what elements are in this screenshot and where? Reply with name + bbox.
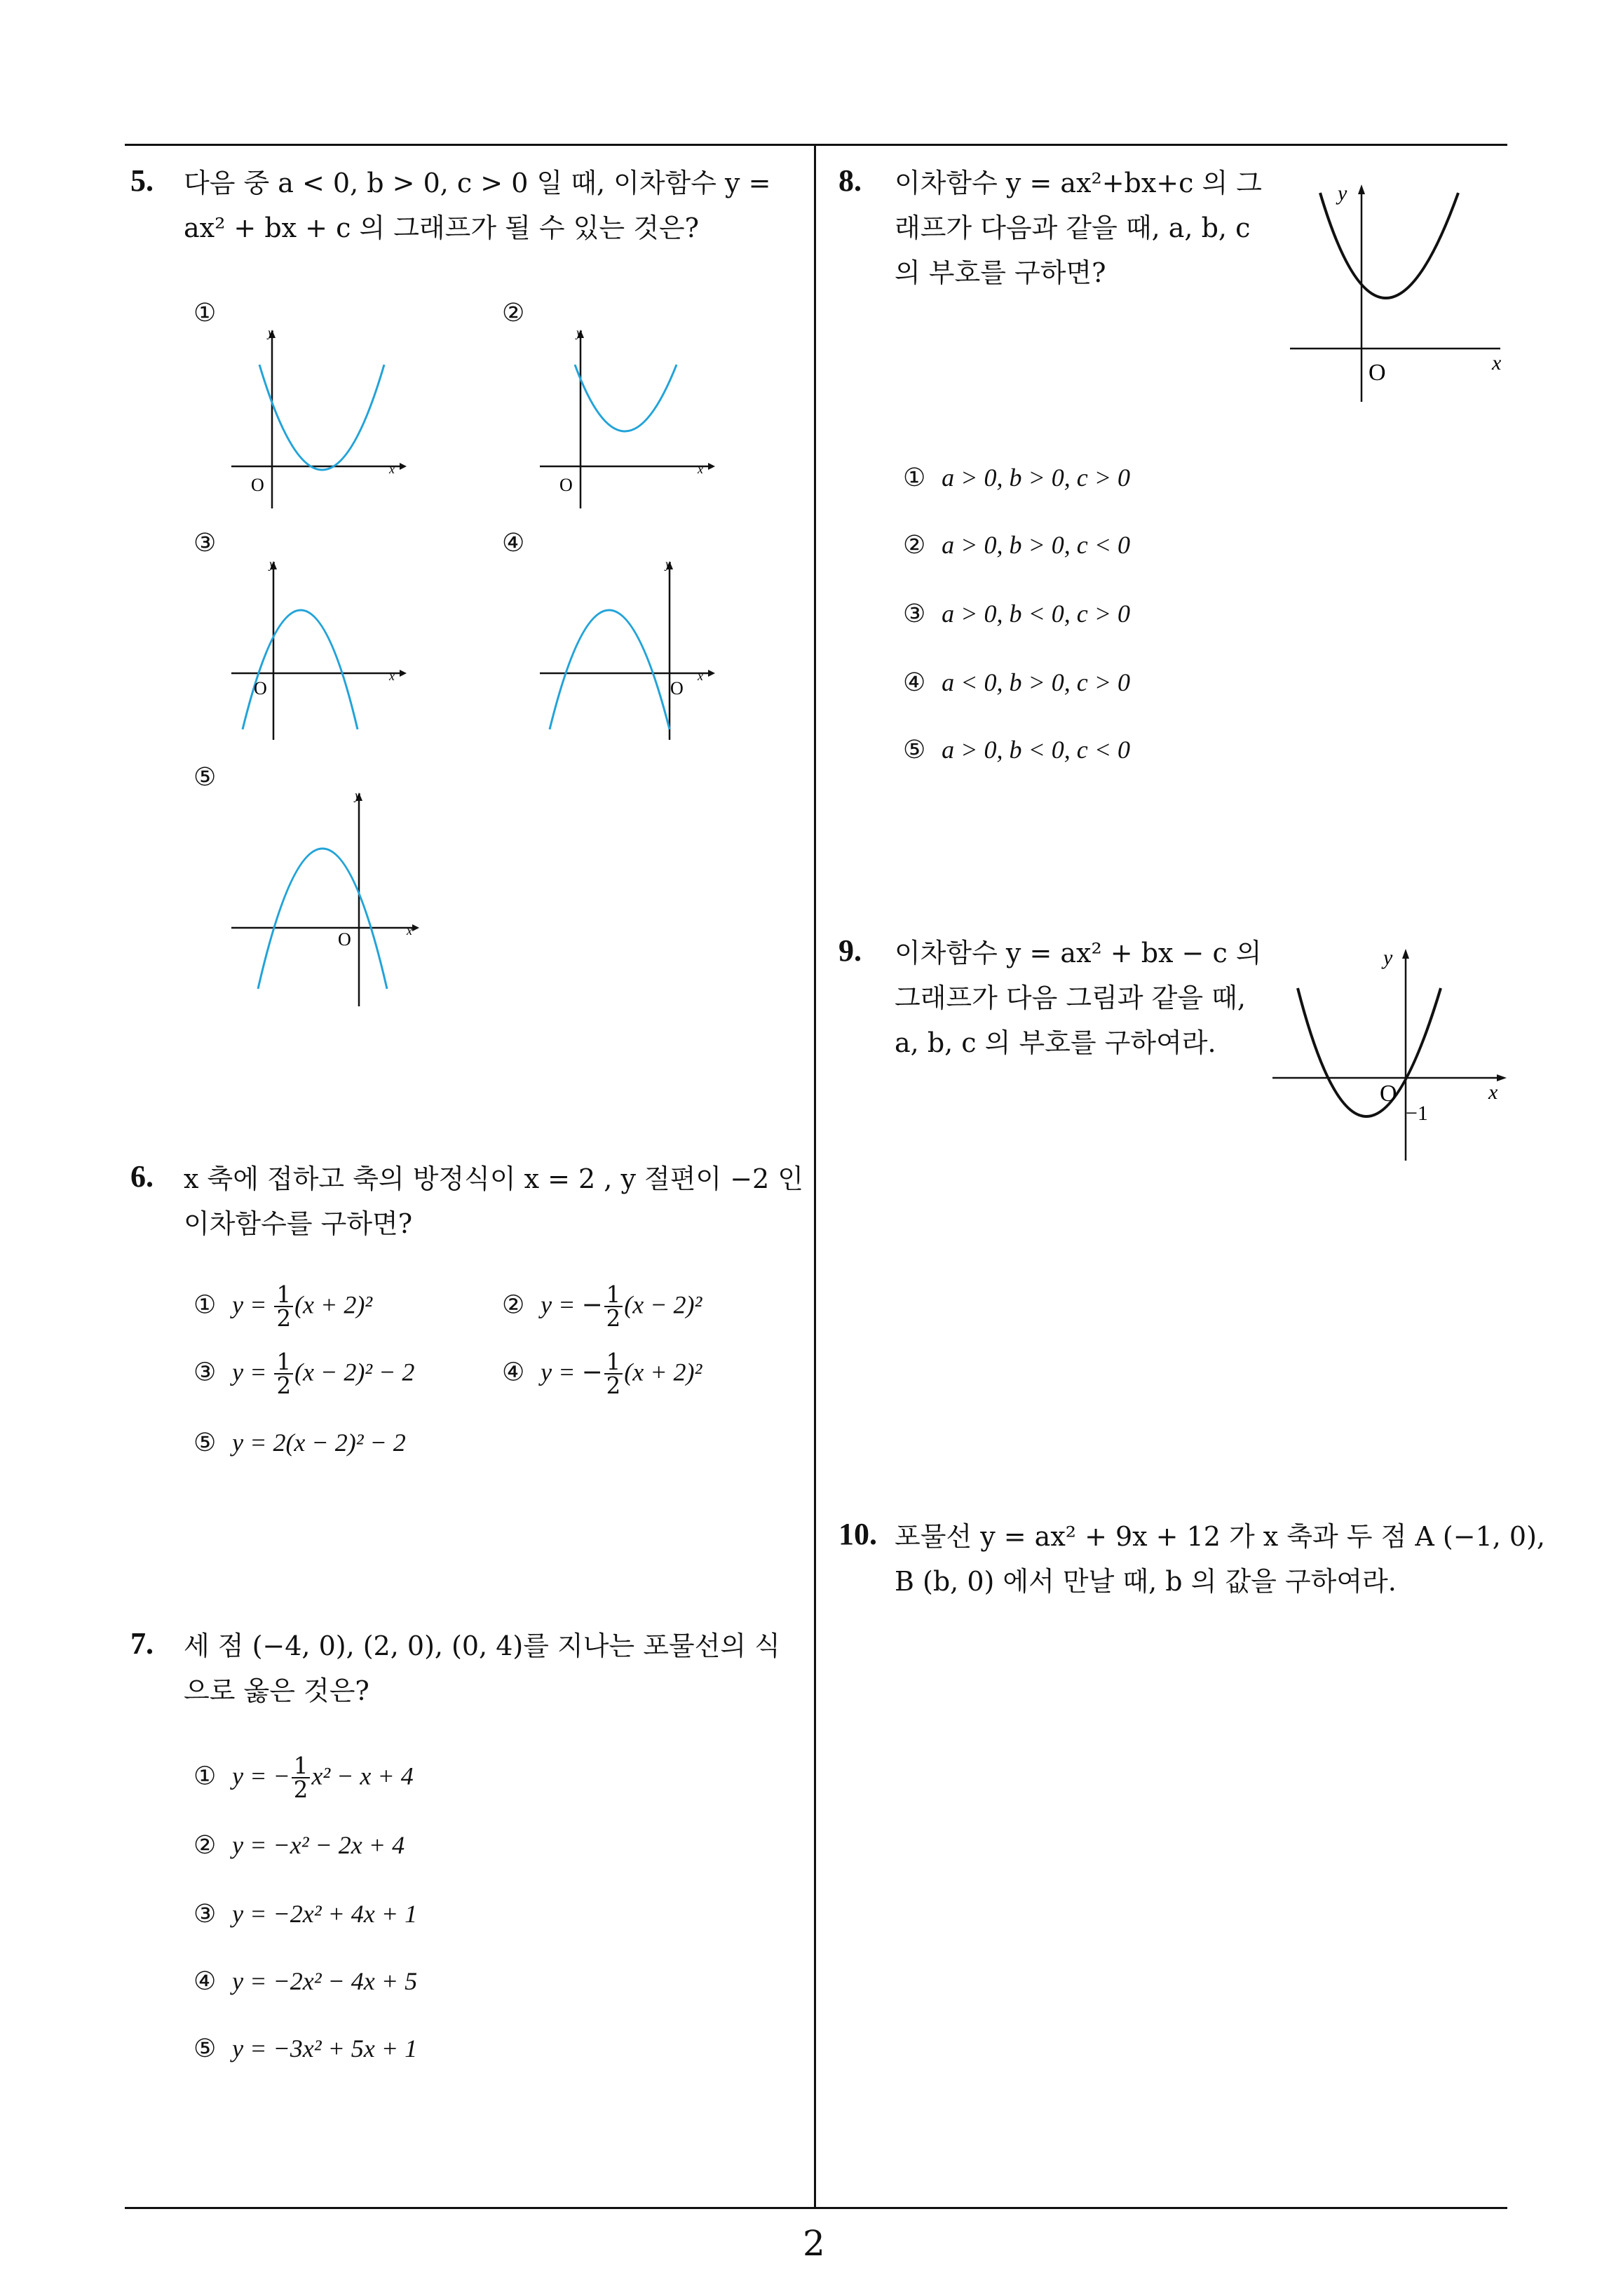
q7-choice-3[interactable] <box>193 1899 417 1929</box>
q6-choice-3[interactable] <box>193 1351 414 1398</box>
fraction: $\frac{1}{2}$ <box>604 1351 623 1398</box>
parabola <box>1320 193 1458 298</box>
q5-graph-1 <box>231 323 407 512</box>
choice-rest: (x − 2)² <box>624 1290 702 1319</box>
q8-choice-5[interactable] <box>903 735 1130 764</box>
origin-label: O <box>559 475 573 495</box>
x-axis-arrow <box>412 924 419 931</box>
x-axis-arrow <box>708 670 715 677</box>
x-axis-arrow <box>400 463 407 470</box>
q10-number: 10. <box>838 1517 877 1551</box>
choice-text: a > 0, b > 0, c < 0 <box>942 531 1131 559</box>
q8-choice-1[interactable] <box>903 463 1130 492</box>
q9-graph <box>1272 943 1511 1168</box>
choice-text: y = −2x² − 4x + 5 <box>232 1967 418 1995</box>
parabola <box>259 365 384 470</box>
q6-choice-5[interactable] <box>193 1428 406 1457</box>
q8-text-line3: 의 부호를 구하면? <box>895 257 1106 288</box>
bottom-rule <box>125 2207 1507 2209</box>
choice-label: ② <box>903 531 926 560</box>
choice-rest: x² − x + 4 <box>311 1762 414 1790</box>
y-label: y <box>1383 946 1393 969</box>
column-divider <box>814 144 816 2209</box>
choice-text: y = −2x² + 4x + 1 <box>232 1900 418 1928</box>
x-axis-arrow <box>1497 1074 1507 1081</box>
q7-number: 7. <box>130 1626 154 1661</box>
q5-text-line2: ax² + bx + c 의 그래프가 될 수 있는 것은? <box>184 212 699 243</box>
q5-option-3-label[interactable]: ③ <box>193 529 217 558</box>
q7-choice-4[interactable] <box>193 1966 417 1996</box>
tick-label: −1 <box>1406 1102 1428 1125</box>
q8-text-line2: 래프가 다음과 같을 때, a, b, c <box>895 212 1251 243</box>
fraction: $\frac{1}{2}$ <box>292 1755 311 1802</box>
y-label: y <box>355 788 360 802</box>
parabola <box>1298 988 1441 1116</box>
q6-choice-2[interactable] <box>502 1283 702 1330</box>
q8-choice-4[interactable] <box>903 668 1130 697</box>
choice-label: ② <box>502 1290 525 1320</box>
choice-prefix: y = <box>232 1358 273 1386</box>
choice-prefix: y = <box>541 1290 582 1319</box>
y-axis-arrow <box>1402 949 1409 959</box>
q5-option-4-label[interactable]: ④ <box>502 529 525 558</box>
q5-graph-2 <box>540 323 715 512</box>
y-label: y <box>665 557 671 571</box>
q5-graph-5 <box>231 785 428 996</box>
choice-sign: − <box>581 1358 603 1387</box>
q6-text-line2: 이차함수를 구하면? <box>184 1208 413 1239</box>
choice-label: ③ <box>903 600 926 628</box>
fraction: $\frac{1}{2}$ <box>604 1283 623 1330</box>
q7-choice-5[interactable] <box>193 2034 417 2063</box>
choice-prefix: y = <box>541 1358 582 1386</box>
origin-label: O <box>251 475 264 495</box>
q9-text-line2: 그래프가 다음 그림과 같을 때, <box>895 982 1246 1013</box>
choice-text: a > 0, b < 0, c > 0 <box>942 600 1131 628</box>
choice-label: ③ <box>193 1900 217 1929</box>
choice-prefix: y = <box>232 1290 273 1319</box>
fraction: $\frac{1}{2}$ <box>274 1283 293 1330</box>
choice-label: ④ <box>502 1358 525 1387</box>
x-label: x <box>407 924 412 938</box>
x-axis-arrow <box>400 670 407 677</box>
q7-text-line1: 세 점 (−4, 0), (2, 0), (0, 4)를 지나는 포물선의 식 <box>184 1630 780 1661</box>
choice-label: ① <box>193 1290 217 1320</box>
choice-label: ④ <box>193 1967 217 1996</box>
q5-graph-3 <box>231 554 407 743</box>
x-label: x <box>389 669 395 683</box>
q10-text-line2: B (b, 0) 에서 만날 때, b 의 값을 구하여라. <box>895 1566 1397 1597</box>
q6-choice-1[interactable] <box>193 1283 372 1330</box>
q8-choice-2[interactable] <box>903 530 1130 560</box>
q5-graph-4 <box>540 554 715 743</box>
choice-prefix: y = − <box>232 1762 290 1790</box>
y-label: y <box>269 557 275 571</box>
x-label: x <box>1492 351 1502 374</box>
parabola <box>258 849 387 989</box>
q5-option-2-label[interactable]: ② <box>502 299 525 327</box>
x-label: x <box>389 462 395 476</box>
choice-label: ③ <box>193 1358 217 1387</box>
choice-rest: (x + 2)² <box>294 1290 373 1319</box>
choice-label: ② <box>193 1831 217 1860</box>
choice-label: ⑤ <box>193 2034 217 2063</box>
q6-number: 6. <box>130 1159 154 1194</box>
x-label: x <box>1488 1081 1498 1104</box>
choice-text: a > 0, b > 0, c > 0 <box>942 464 1131 492</box>
choice-text: y = 2(x − 2)² − 2 <box>232 1429 406 1457</box>
choice-label: ① <box>903 464 926 492</box>
choice-text: y = −x² − 2x + 4 <box>232 1831 405 1859</box>
y-label: y <box>1338 182 1347 205</box>
q6-choice-4[interactable] <box>502 1351 702 1398</box>
q10-text-line1: 포물선 y = ax² + 9x + 12 가 x 축과 두 점 A (−1, 0), <box>895 1521 1545 1552</box>
top-rule <box>125 144 1507 146</box>
origin-label: O <box>1369 360 1386 386</box>
q7-text-line2: 으로 옳은 것은? <box>184 1675 369 1706</box>
q9-text-line1: 이차함수 y = ax² + bx − c 의 <box>895 938 1262 968</box>
choice-text: a < 0, b > 0, c > 0 <box>942 668 1131 696</box>
choice-text: y = −3x² + 5x + 1 <box>232 2034 418 2062</box>
y-axis-arrow <box>1358 184 1365 194</box>
x-axis-arrow <box>708 463 715 470</box>
origin-label: O <box>670 678 684 698</box>
choice-label: ① <box>193 1762 217 1791</box>
origin-label: O <box>338 929 351 950</box>
x-label: x <box>698 669 703 683</box>
parabola <box>575 365 677 431</box>
origin-label: O <box>1380 1081 1397 1107</box>
q9-number: 9. <box>838 933 862 968</box>
q6-text-line1: x 축에 접하고 축의 방정식이 x = 2 , y 절편이 −2 인 <box>184 1163 804 1194</box>
y-label: y <box>576 325 582 339</box>
x-label: x <box>698 462 703 476</box>
choice-text: a > 0, b < 0, c < 0 <box>942 736 1131 764</box>
choice-sign: − <box>581 1290 603 1320</box>
choice-label: ⑤ <box>193 1429 217 1457</box>
parabola <box>550 610 670 729</box>
q8-choice-3[interactable] <box>903 599 1130 628</box>
q7-choice-1[interactable] <box>193 1755 414 1802</box>
q8-graph <box>1290 179 1514 403</box>
fraction: $\frac{1}{2}$ <box>274 1351 293 1398</box>
origin-label: O <box>254 678 267 698</box>
choice-rest: (x + 2)² <box>624 1358 702 1386</box>
q9-text-line3: a, b, c 의 부호를 구하여라. <box>895 1027 1216 1058</box>
choice-label: ⑤ <box>903 736 926 764</box>
choice-label: ④ <box>903 668 926 697</box>
q5-number: 5. <box>130 163 154 198</box>
parabola <box>243 610 358 729</box>
q5-option-1-label[interactable]: ① <box>193 299 217 327</box>
page-number: 2 <box>803 2223 825 2264</box>
q8-number: 8. <box>838 163 862 198</box>
q7-choice-2[interactable] <box>193 1830 405 1860</box>
choice-rest: (x − 2)² − 2 <box>294 1358 415 1386</box>
y-label: y <box>268 325 273 339</box>
q5-option-5-label[interactable]: ⑤ <box>193 763 217 792</box>
q5-text-line1: 다음 중 a < 0, b > 0, c > 0 일 때, 이차함수 y = <box>184 168 771 198</box>
q8-text-line1: 이차함수 y = ax²+bx+c 의 그 <box>895 168 1262 198</box>
